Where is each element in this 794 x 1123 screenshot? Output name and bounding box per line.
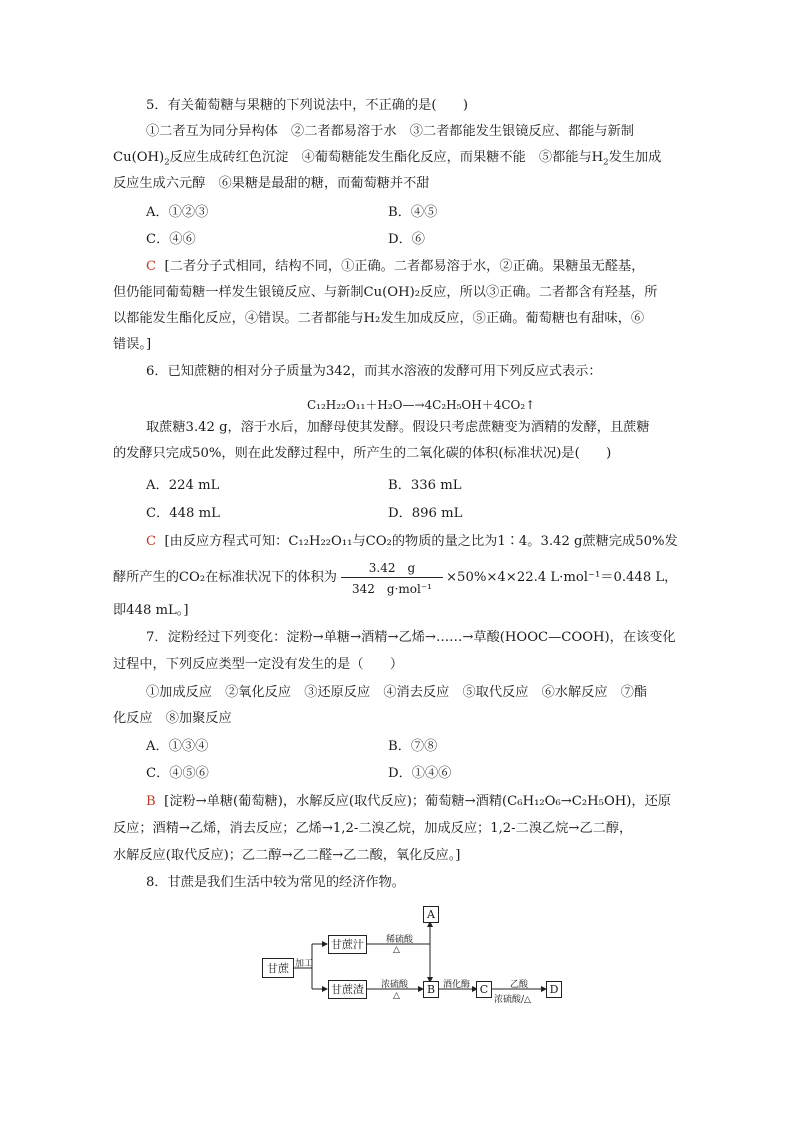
label-delta-1: △ [393,945,400,955]
label-delta-2: △ [393,991,400,1001]
label-nongliusuan: 浓硫酸 [381,980,409,990]
node-ganzhezhi: 甘蔗汁 [328,935,367,954]
q7-stem: 7．淀粉经过下列变化：淀粉→单糖→酒精→乙烯→……→草酸(HOOC—COOH)，在该变化 [146,630,676,645]
q7-option-d: D．①④⑥ [388,766,452,781]
q6-option-d: D．896 mL [388,506,463,521]
q6-option-a: A．224 mL [146,478,220,493]
q6-explain-2b: ×50%×4×22.4 L·mol⁻¹＝0.448 L， [446,570,678,585]
q6-stem: 6．已知蔗糖的相对分子质量为342，而其水溶液的发酵可用下列反应式表示： [146,364,602,379]
q7-option-b: B．⑦⑧ [388,739,438,754]
q5-answer: C [146,259,157,274]
q5-explain-2: 但仍能同葡萄糖一样发生银镜反应、与新制Cu(OH)₂反应，所以③正确。二者都含有羟基，所 [113,285,658,300]
q6-line2: 的发酵只完成50%，则在此发酵过程中，所产生的二氧化碳的体积(标准状况)是( ) [113,446,612,461]
node-b: B [423,981,439,998]
q5-explain-4: 错误。] [113,337,152,352]
q7-explain-3: 水解反应(取代反应)；乙二醇→乙二醛→乙二酸，氧化反应。] [113,848,461,863]
q7-answer: B [146,794,156,809]
label-nongliusuan-delta: 浓硫酸/△ [494,995,531,1005]
q6-line1: 取蔗糖3.42 g，溶于水后，加酵母使其发酵。假设只考虑蔗糖变为酒精的发酵，且蔗糖 [146,420,650,435]
q5-line3: 反应生成六元醇 ⑥果糖是最甜的糖，而葡萄糖并不甜 [113,176,430,191]
q6-option-c: C．448 mL [146,506,220,521]
q5-option-b: B．④⑤ [388,205,438,220]
q7-line2: ①加成反应 ②氧化反应 ③还原反应 ④消去反应 ⑤取代反应 ⑥水解反应 ⑦酯 [146,685,648,700]
node-a: A [423,906,439,923]
q6-fraction-numerator: 3.42 g [368,561,416,575]
q5-stem: 5．有关葡萄糖与果糖的下列说法中，不正确的是( ) [146,98,468,113]
q7-explain-1: B [淀粉→单糖(葡萄糖)，水解反应(取代反应)；葡萄糖→酒精(C₆H₁₂O₆→C₂H₅OH)，还原 [146,794,671,809]
q5-option-c: C．④⑥ [146,232,196,247]
q6-option-b: B．336 mL [388,478,462,493]
q5-explain-1: C [二者分子式相同，结构不同，①正确。二者都易溶于水，②正确。果糖虽无醛基， [146,259,645,274]
q5-line1: ①二者互为同分异构体 ②二者都易溶于水 ③二者都能发生银镜反应、都能与新制 [146,124,634,139]
q8-stem: 8．甘蔗是我们生活中较为常见的经济作物。 [146,875,405,890]
q6-explain-2a: 酵所产生的CO₂在标准状况下的体积为 [113,570,337,585]
q6-answer: C [146,534,157,549]
q5-option-a: A．①②③ [146,205,209,220]
label-jiuhuamei: 酒化酶 [443,980,471,990]
q5-line2: $Cu(OH)_2$反应生成砖红色沉淀 ④葡萄糖能发生酯化反应，而果糖不能 ⑤都能与$H_2$发生加成 [113,150,662,168]
q7-explain-2: 反应；酒精→乙烯，消去反应；乙烯→1,2-二溴乙烷，加成反应；1,2-二溴乙烷→乙二醇， [113,821,633,836]
q5-explain-3: 以都能发生酯化反应，④错误。二者都能与H₂发生加成反应，⑤正确。葡萄糖也有甜味，⑥ [113,311,645,326]
q7-option-c: C．④⑤⑥ [146,766,209,781]
label-xiliusuan: 稀硫酸 [386,935,414,945]
node-ganzhezha: 甘蔗渣 [328,980,367,999]
node-ganzhe: 甘蔗 [262,958,294,978]
q6-explain-1: C [由反应方程式可知：C₁₂H₂₂O₁₁与CO₂的物质的量之比为1∶4。3.42 g蔗糖完成50%发 [146,534,678,549]
label-jiagong: 加工 [295,959,314,969]
q7-option-a: A．①③④ [146,739,209,754]
q5-option-d: D．⑥ [388,232,425,247]
label-yisuan: 乙酸 [510,980,529,990]
node-d: D [546,981,562,998]
q6-fraction-denominator: 342 g·mol⁻¹ [352,582,432,596]
node-c: C [476,981,492,998]
q7-line1: 过程中，下列反应类型一定没有发生的是（ ） [113,657,404,672]
q6-equation: C₁₂H₂₂O₁₁＋H₂O—→4C₂H₅OH＋4CO₂↑ [307,398,536,412]
q6-explain-3: 即448 mL。] [113,603,189,618]
q7-line3: 化反应 ⑧加聚反应 [113,711,232,726]
